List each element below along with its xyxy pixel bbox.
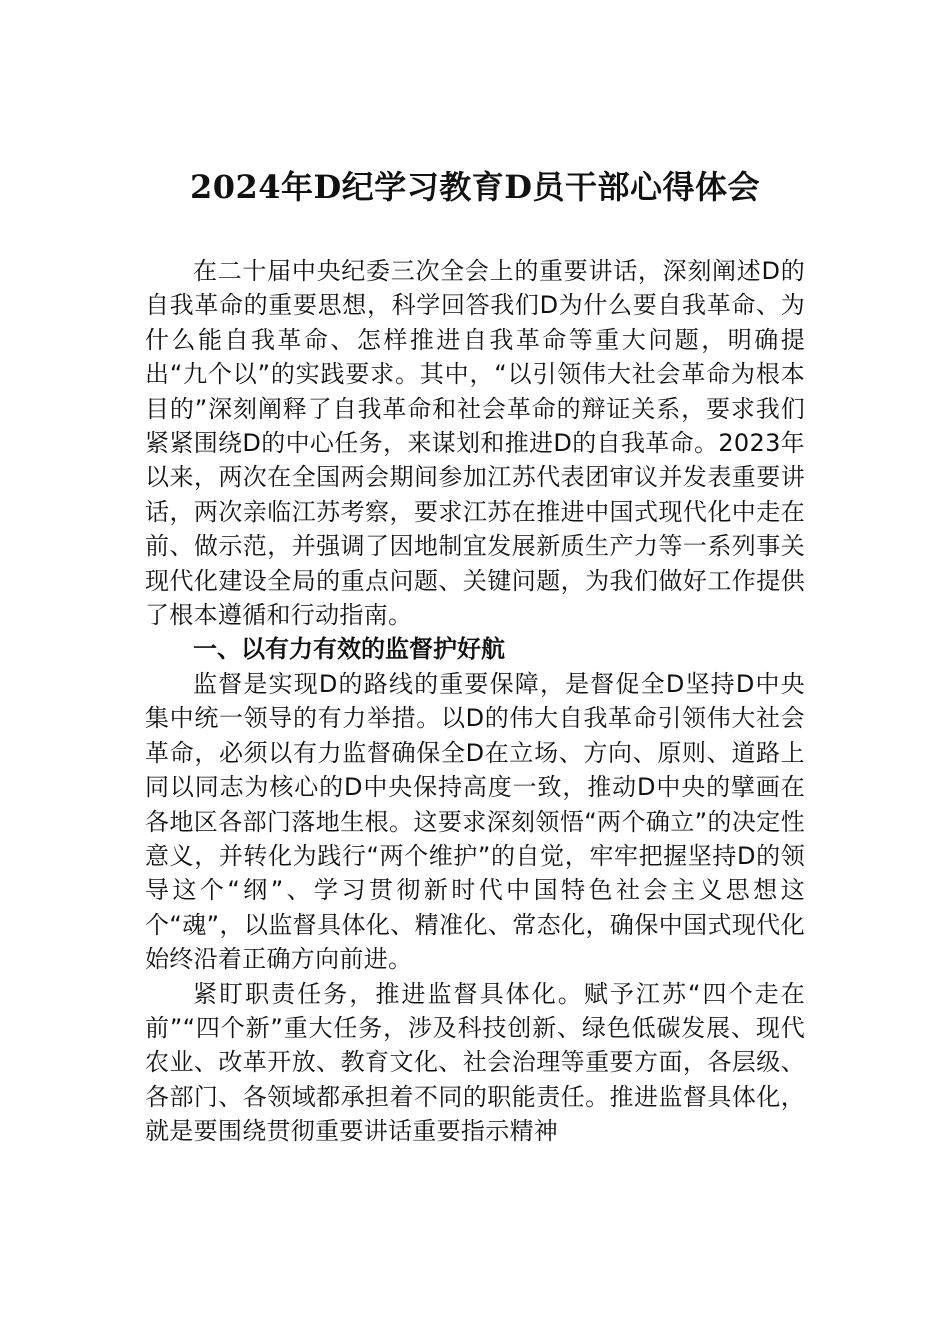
document-title: 2024年D纪学习教育D员干部心得体会	[189, 168, 761, 206]
section1-paragraph-1: 监督是实现D的路线的重要保障，是督促全D坚持D中央集中统一领导的有力举措。以D的伟大自我革命引领伟大社会革命，必须以有力监督确保全D在立场、方向、原则、道路上同以同志为核心的D中央保持高度一致，推动D中央的擘画在各地区各部门落地生根。这要求深刻领悟“两个确立”的决定性意义，并转化为践行“两个维护”的自觉，牢牢把握坚持D的领导这个“纲”、学习贯彻新时代中国特色社会主义思想这个“魂”，以监督具体化、精准化、常态化，确保中国式现代化始终沿着正确方向前进。	[145, 669, 805, 974]
section1-paragraph-2: 紧盯职责任务，推进监督具体化。赋予江苏“四个走在前”“四个新”重大任务，涉及科技创新、绿色低碳发展、现代农业、改革开放、教育文化、社会治理等重要方面，各层级、各部门、各领域都承担着不同的职能责任。推进监督具体化，就是要围绕贯彻重要讲话重要指示精神	[145, 979, 805, 1146]
intro-paragraph: 在二十届中央纪委三次全会上的重要讲话，深刻阐述D的自我革命的重要思想，科学回答我们D为什么要自我革命、为什么能自我革命、怎样推进自我革命等重大问题，明确提出“九个以”的实践要求。其中，“以引领伟大社会革命为根本目的”深刻阐释了自我革命和社会革命的辩证关系，要求我们紧紧围绕D的中心任务，来谋划和推进D的自我革命。2023年以来，两次在全国两会期间参加江苏代表团审议并发表重要讲话，两次亲临江苏考察，要求江苏在推进中国式现代化中走在前、做示范，并强调了因地制宜发展新质生产力等一系列事关现代化建设全局的重点问题、关键问题，为我们做好工作提供了根本遵循和行动指南。	[145, 257, 805, 630]
document-body	[145, 254, 805, 1149]
section-heading-1: 一、以有力有效的监督护好航	[193, 635, 505, 664]
